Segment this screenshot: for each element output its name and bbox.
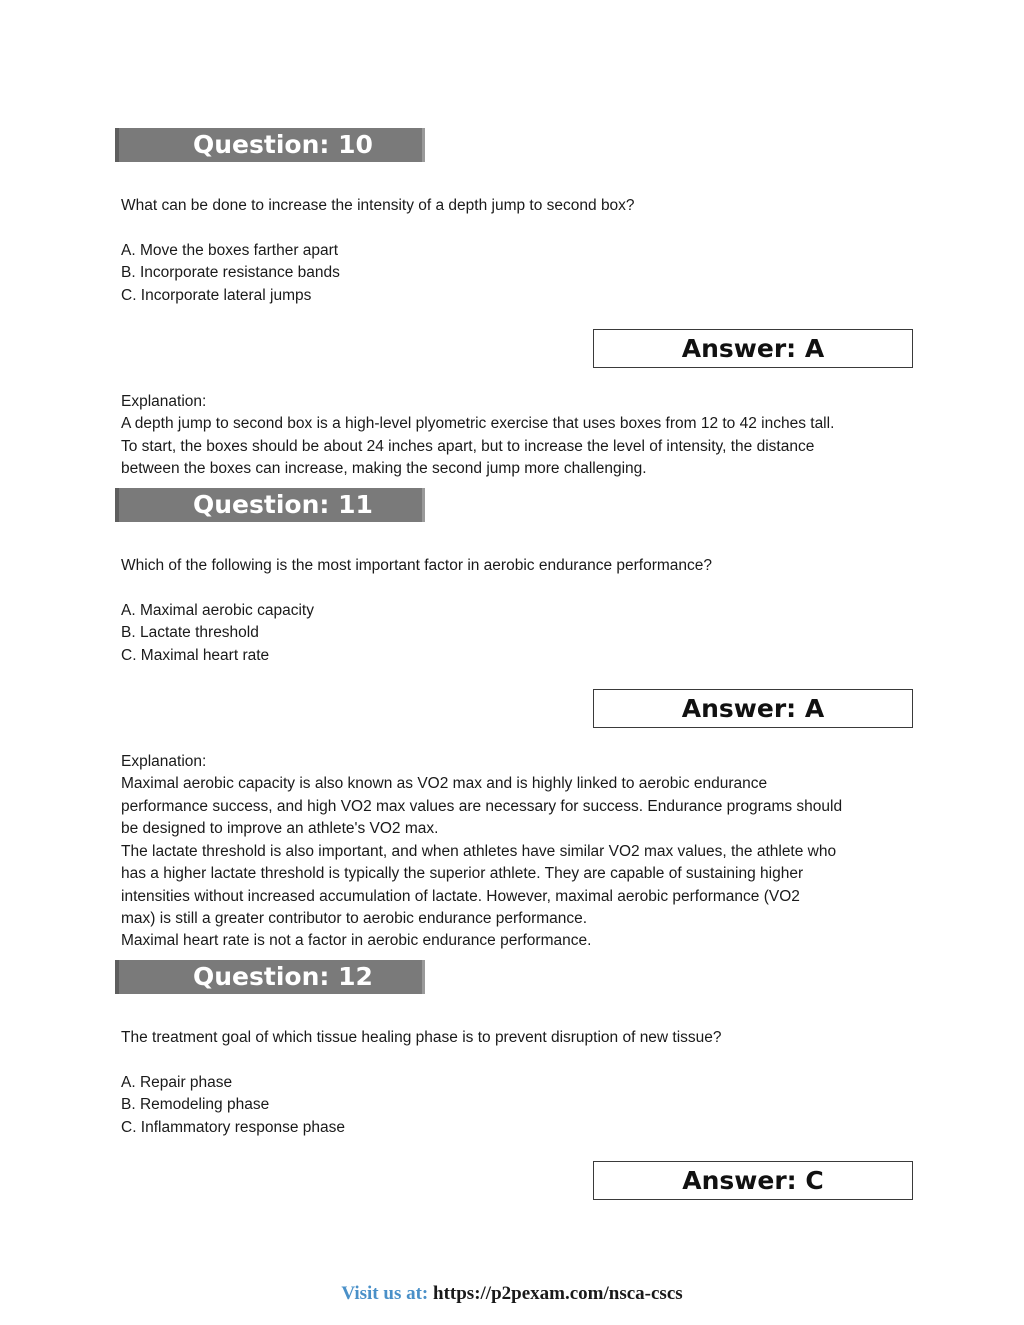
footer	[0, 1282, 1024, 1306]
question-10-answer: Answer: A	[593, 329, 913, 368]
footer-label: Visit us at:	[341, 1283, 434, 1304]
question-10-option-c: C. Incorporate lateral jumps	[121, 287, 312, 304]
question-10-option-a: A. Move the boxes farther apart	[121, 242, 339, 259]
question-10-option-b: B. Incorporate resistance bands	[121, 264, 340, 281]
question-11-explanation-line: intensities without increased accumulation of lactate. However, maximal aerobic performance (VO2	[121, 888, 800, 905]
question-12-option-c: C. Inflammatory response phase	[121, 1119, 345, 1136]
question-10-prompt: What can be done to increase the intensity of a depth jump to second box?	[121, 197, 635, 214]
question-12-prompt: The treatment goal of which tissue healing phase is to prevent disruption of new tissue?	[121, 1029, 722, 1046]
question-11-option-b: B. Lactate threshold	[121, 624, 259, 641]
footer-url-link[interactable]: https://p2pexam.com/nsca-cscs	[433, 1283, 683, 1304]
question-10-explanation-line: A depth jump to second box is a high-level plyometric exercise that uses boxes from 12 to 42 inches tall.	[121, 415, 835, 432]
question-11-explanation-line: The lactate threshold is also important, and when athletes have similar VO2 max values, the athlete who	[121, 843, 837, 860]
question-10-explanation-label: Explanation:	[121, 393, 207, 410]
question-10-explanation-line: between the boxes can increase, making the second jump more challenging.	[121, 460, 647, 477]
question-11-explanation-line: Maximal heart rate is not a factor in aerobic endurance performance.	[121, 932, 592, 949]
question-12-option-a: A. Repair phase	[121, 1074, 233, 1091]
question-10-explanation-line: To start, the boxes should be about 24 inches apart, but to increase the level of intensity, the distance	[121, 438, 815, 455]
question-11-header: Question: 11	[115, 488, 425, 522]
question-11-prompt: Which of the following is the most important factor in aerobic endurance performance?	[121, 557, 713, 574]
question-11-explanation-line: max) is still a greater contributor to aerobic endurance performance.	[121, 910, 588, 927]
question-10-header: Question: 10	[115, 128, 425, 162]
question-11-option-a: A. Maximal aerobic capacity	[121, 602, 314, 619]
question-11-explanation-line: has a higher lactate threshold is typically the superior athlete. They are capable of sustaining higher	[121, 865, 804, 882]
question-11-answer: Answer: A	[593, 689, 913, 728]
question-12-answer: Answer: C	[593, 1161, 913, 1200]
question-11-explanation-line: be designed to improve an athlete's VO2 max.	[121, 820, 439, 837]
question-11-explanation-line: Maximal aerobic capacity is also known as VO2 max and is highly linked to aerobic endurance	[121, 775, 768, 792]
question-11-option-c: C. Maximal heart rate	[121, 647, 270, 664]
question-12-header: Question: 12	[115, 960, 425, 994]
question-11-explanation-label: Explanation:	[121, 753, 207, 770]
question-11-explanation-line: performance success, and high VO2 max values are necessary for success. Endurance programs should	[121, 798, 843, 815]
question-12-option-b: B. Remodeling phase	[121, 1096, 270, 1113]
